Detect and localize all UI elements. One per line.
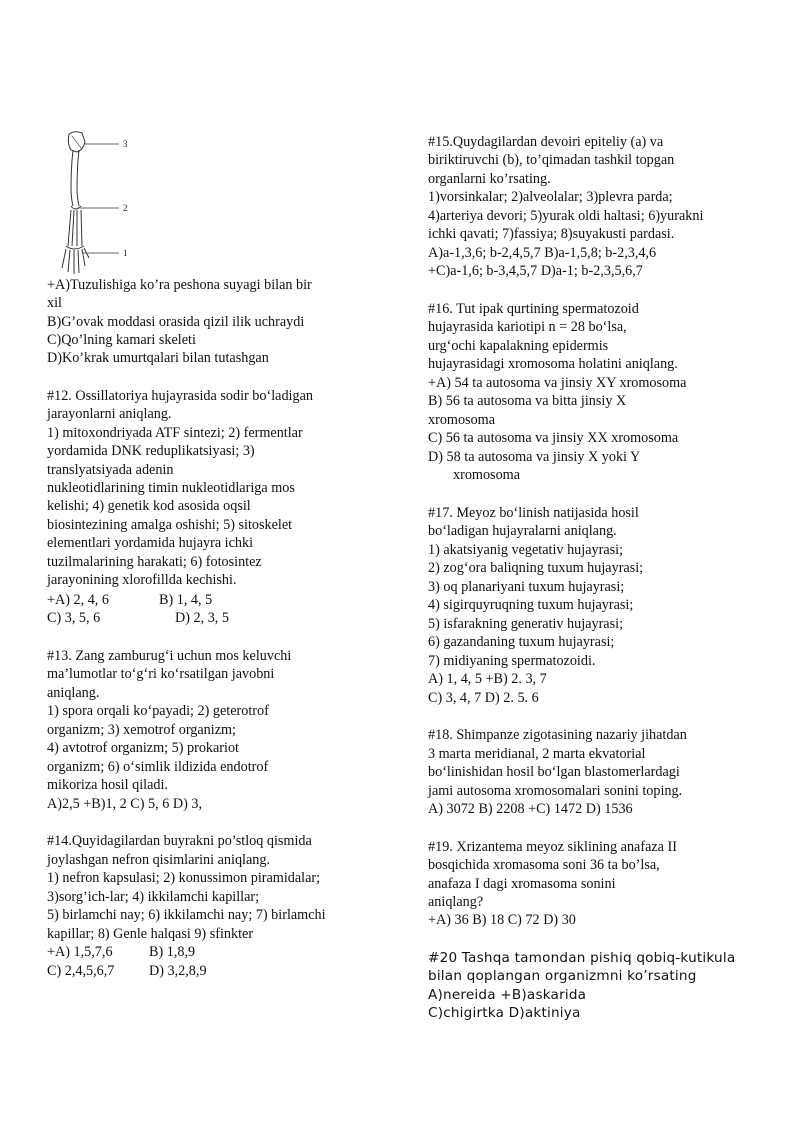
q16-line: #16. Tut ipak qurtining spermatozoid [428, 301, 639, 317]
q15-line: #15.Quydagilardan devoiri epiteliy (a) va [428, 134, 664, 150]
q14-line: #14.Quyidagilardan buyrakni po’stloq qismida [47, 833, 312, 849]
q12-line: kelishi; 4) genetik kod asosida oqsil [47, 498, 251, 514]
q15-line: organlarni ko’rsating. [428, 171, 551, 187]
q17-line: #17. Meyoz bo‘linish natijasida hosil [428, 505, 639, 521]
q16-answer-b: B) 56 ta autosoma va bitta jinsiy X [428, 393, 627, 409]
q15-line: biriktiruvchi (b), to’qimadan tashkil topgan [428, 152, 675, 168]
q11-option-a: +A)Tuzulishiga ko’ra peshona suyagi bilan bir [47, 277, 312, 293]
q16-answer-a: +A) 54 ta autosoma va jinsiy XY xromosoma [428, 375, 687, 391]
q12-line: elementlari yordamida hujayra ichki [47, 535, 254, 551]
q13-line: 4) avtotrof organizm; 5) prokariot [47, 740, 240, 756]
q14-answer-b: B) 1,8,9 [149, 944, 196, 960]
q18-line: #18. Shimpanze zigotasining nazariy jihatdan [428, 727, 687, 743]
q16-line: hujayrasidagi xromosoma holatini aniqlang. [428, 356, 678, 372]
q12-line: translyatsiyada adenin [47, 462, 174, 478]
q19-line: bosqichida xromasoma soni 36 ta bo’lsa, [428, 857, 660, 873]
q13-line: organizm; 3) xemotrof organizm; [47, 722, 236, 738]
figure-label-2: 2 [123, 203, 128, 213]
q18-line: bo‘linishidan hosil bo‘lgan blastomerlardagi [428, 764, 680, 780]
q19-line: anafaza I dagi xromasoma sonini [428, 876, 616, 892]
q14-answer-a: +A) 1,5,7,6 [47, 944, 113, 960]
figure-label-3: 3 [123, 139, 128, 149]
q14-line: joylashgan nefron qisimlarini aniqlang. [47, 852, 271, 868]
q20-line: bilan qoplangan organizmni ko’rsating [428, 968, 697, 984]
q14-line: 3)sorg’ich-lar; 4) ikkilamchi kapillar; [47, 889, 260, 905]
q19-line: aniqlang? [428, 894, 484, 910]
q12-line: tuzilmalarining harakati; 6) fotosintez [47, 554, 262, 570]
q11-option-c: C)Qo’lning kamari skeleti [47, 332, 196, 348]
q17-answers: C) 3, 4, 7 D) 2. 5. 6 [428, 690, 539, 706]
q12-answer-b: B) 1, 4, 5 [159, 592, 213, 608]
q12-answer-a: +A) 2, 4, 6 [47, 592, 109, 608]
q19-line: #19. Xrizantema meyoz siklining anafaza II [428, 839, 677, 855]
q18-answers: A) 3072 B) 2208 +C) 1472 D) 1536 [428, 801, 633, 817]
q16-answer-b-cont: xromosoma [428, 412, 495, 428]
figure-label-1: 1 [123, 248, 128, 258]
q14-line: 5) birlamchi nay; 6) ikkilamchi nay; 7) birlamchi [47, 907, 326, 923]
q14-line: 1) nefron kapsulasi; 2) konussimon piramidalar; [47, 870, 321, 886]
q15-line: ichki qavati; 7)fassiya; 8)suyakusti pardasi. [428, 226, 675, 242]
q16-answer-d: D) 58 ta autosoma va jinsiy X yoki Y [428, 449, 641, 465]
q20-answers: C)chigirtka D)aktiniya [428, 1005, 581, 1021]
q17-line: 1) akatsiyanig vegetativ hujayrasi; [428, 542, 624, 558]
q15-answers: A)a-1,3,6; b-2,4,5,7 B)a-1,5,8; b-2,3,4,6 [428, 245, 657, 261]
q14-line: kapillar; 8) Genle halqasi 9) sfinkter [47, 926, 254, 942]
q12-answer-c: C) 3, 5, 6 [47, 610, 101, 626]
arm-skeleton-figure [55, 128, 140, 276]
q12-line: yordamida DNK reduplikatsiyasi; 3) [47, 443, 255, 459]
q19-answers: +A) 36 B) 18 C) 72 D) 30 [428, 912, 576, 928]
q14-answer-d: D) 3,2,8,9 [149, 963, 207, 979]
q15-answers: +C)a-1,6; b-3,4,5,7 D)a-1; b-2,3,5,6,7 [428, 263, 643, 279]
q11-option-d: D)Ko’krak umurtqalari bilan tutashgan [47, 350, 269, 366]
q13-line: aniqlang. [47, 685, 100, 701]
q13-line: mikoriza hosil qiladi. [47, 777, 168, 793]
q12-answer-d: D) 2, 3, 5 [175, 610, 229, 626]
q12-line: jarayonlarni aniqlang. [47, 406, 172, 422]
q17-line: 5) isfarakning generativ hujayrasi; [428, 616, 624, 632]
q16-line: urg‘ochi kapalakning epidermis [428, 338, 609, 354]
q16-answer-c: C) 56 ta autosoma va jinsiy XX xromosoma [428, 430, 679, 446]
q17-line: 2) zog‘ora baliqning tuxum hujayrasi; [428, 560, 644, 576]
q17-line: 7) midiyaning spermatozoidi. [428, 653, 596, 669]
q12-line: #12. Ossillatoriya hujayrasida sodir bo‘ladigan [47, 388, 313, 404]
q15-line: 1)vorsinkalar; 2)alveolalar; 3)plevra parda; [428, 189, 673, 205]
q13-answers: A)2,5 +B)1, 2 C) 5, 6 D) 3, [47, 796, 202, 812]
q15-line: 4)arteriya devori; 5)yurak oldi haltasi; 6)yurakni [428, 208, 704, 224]
q17-line: bo‘ladigan hujayralarni aniqlang. [428, 523, 617, 539]
q12-line: 1) mitoxondriyada ATF sintezi; 2) fermentlar [47, 425, 303, 441]
q14-answer-c: C) 2,4,5,6,7 [47, 963, 115, 979]
q11-option-b: B)G’ovak moddasi orasida qizil ilik uchraydi [47, 314, 305, 330]
q13-line: ma’lumotlar to‘g‘ri ko‘rsatilgan javobni [47, 666, 275, 682]
q20-answers: A)nereida +B)askarida [428, 987, 587, 1003]
q12-line: biosintezining amalga oshishi; 5) sitoskelet [47, 517, 293, 533]
q13-line: organizm; 6) o‘simlik ildizida endotrof [47, 759, 269, 775]
q18-line: jami autosoma xromosomalari sonini toping. [428, 783, 683, 799]
q17-line: 4) sigirquyruqning tuxum hujayrasi; [428, 597, 634, 613]
q16-answer-d-cont: xromosoma [453, 467, 520, 483]
q16-line: hujayrasida kariotipi n = 28 bo‘lsa, [428, 319, 627, 335]
q17-line: 6) gazandaning tuxum hujayrasi; [428, 634, 615, 650]
q20-line: #20 Tashqa tamondan pishiq qobiq-kutikula [428, 950, 736, 966]
q17-answers: A) 1, 4, 5 +B) 2. 3, 7 [428, 671, 547, 687]
q13-line: #13. Zang zamburug‘i uchun mos keluvchi [47, 648, 292, 664]
q12-line: jarayonining xlorofillda kechishi. [47, 572, 237, 588]
q12-line: nukleotidlarining timin nukleotidlariga mos [47, 480, 295, 496]
q11-option-a-cont: xil [47, 295, 62, 311]
q18-line: 3 marta meridianal, 2 marta ekvatorial [428, 746, 646, 762]
q17-line: 3) oq planariyani tuxum hujayrasi; [428, 579, 625, 595]
q13-line: 1) spora orqali ko‘payadi; 2) geterotrof [47, 703, 269, 719]
